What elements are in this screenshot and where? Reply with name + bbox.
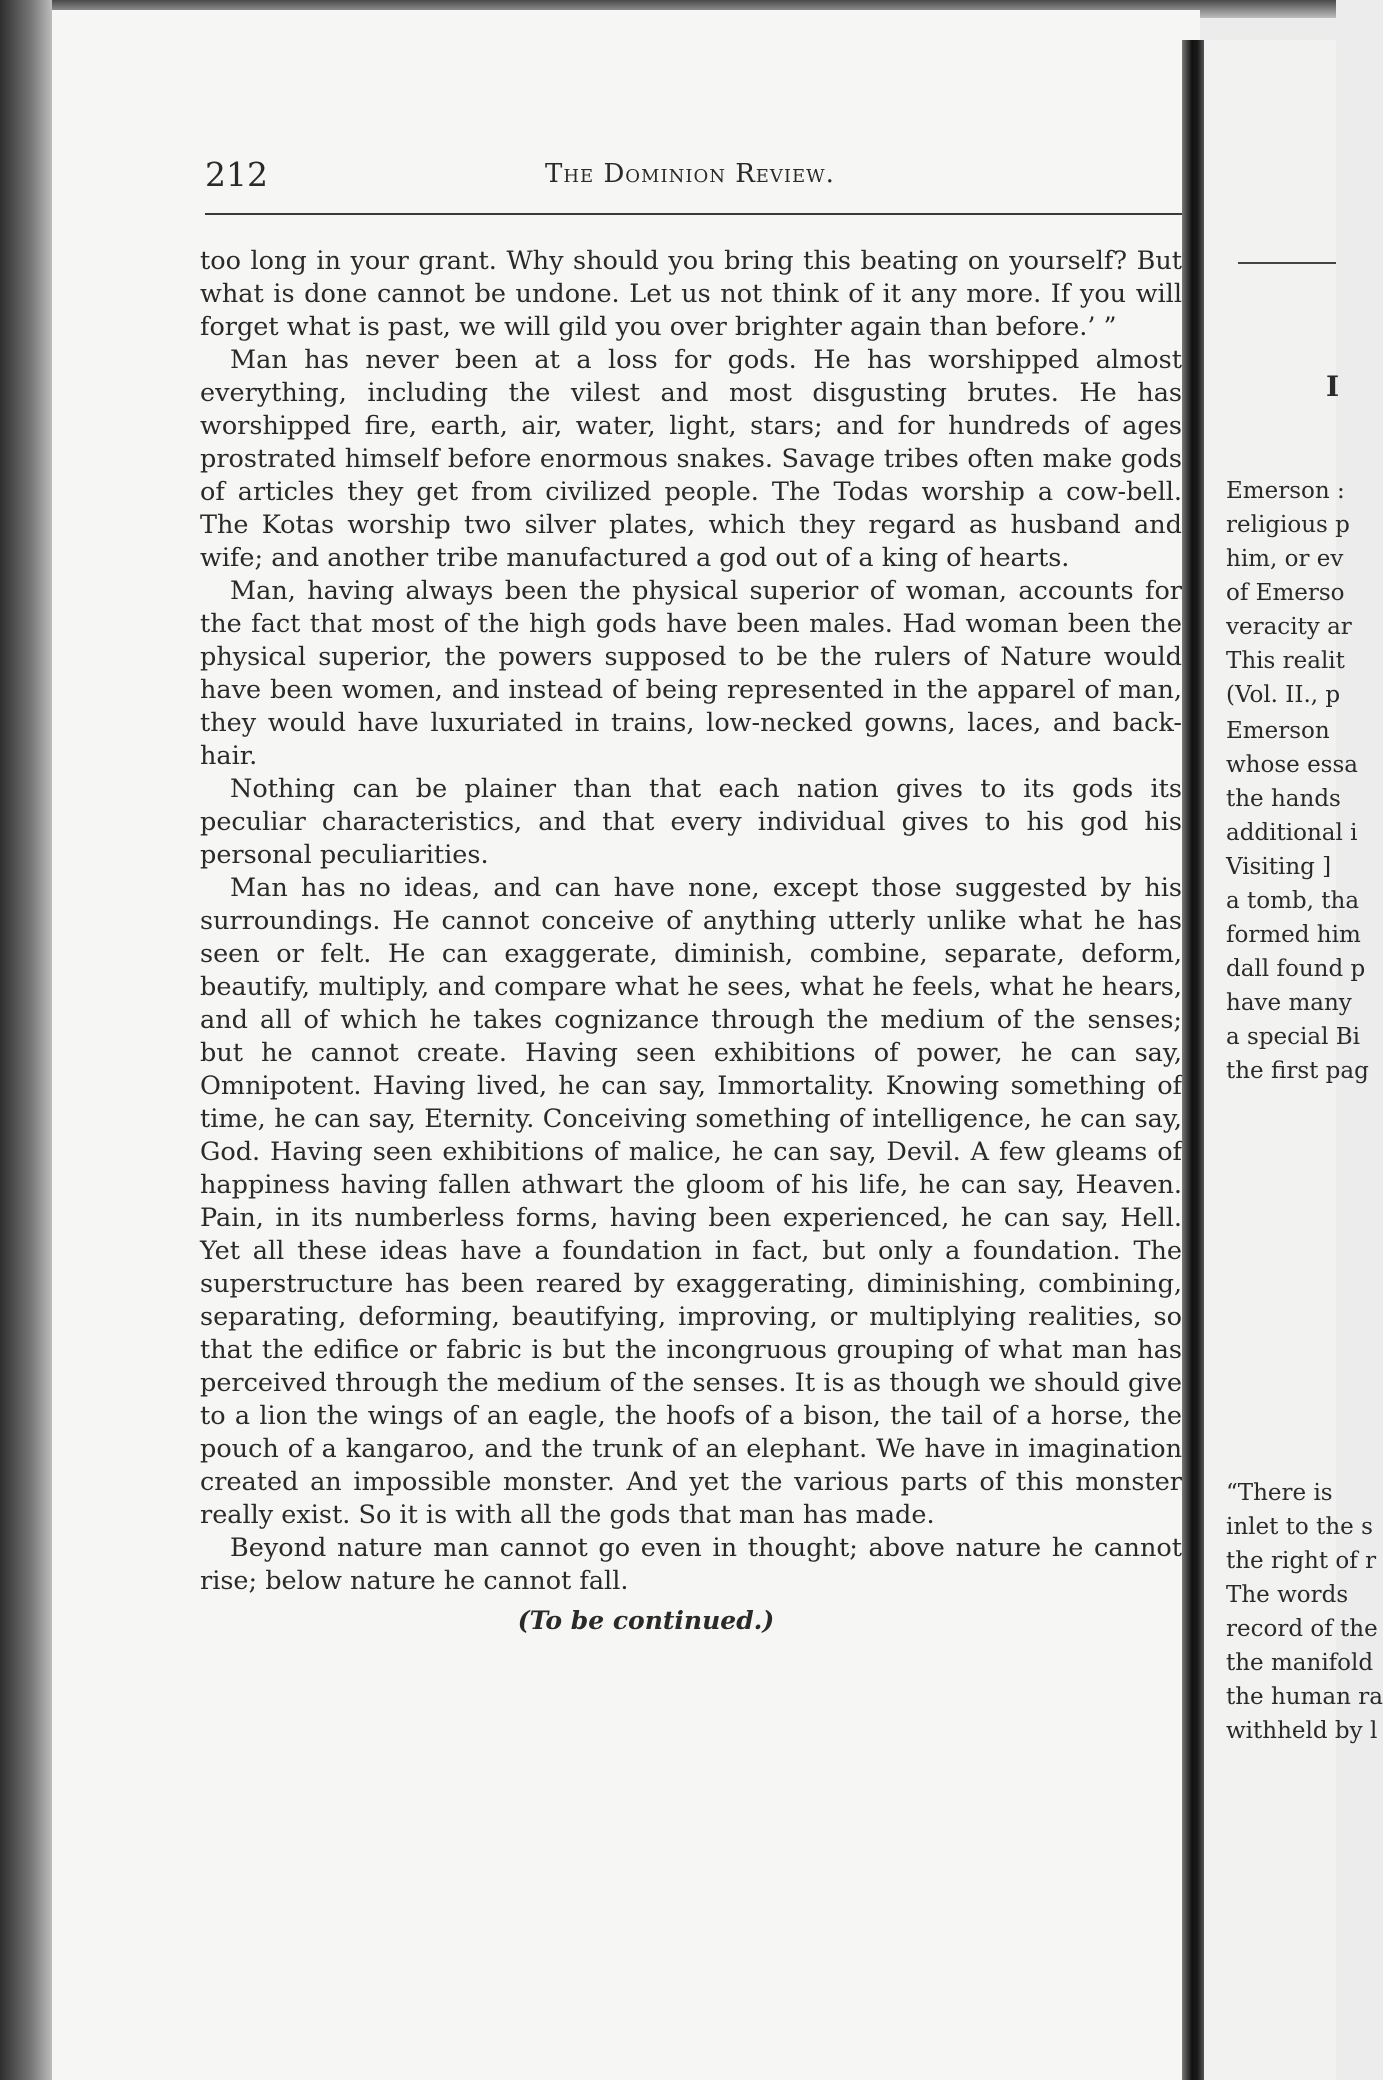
right-text-line: “There is	[1226, 1480, 1333, 1506]
page-header	[205, 155, 1155, 205]
right-text-line: whose essa	[1226, 752, 1359, 778]
article-body	[200, 245, 1182, 1637]
book-gutter	[1182, 40, 1204, 2080]
right-text-line: a special Bi	[1226, 1024, 1361, 1050]
right-text-line: the hands	[1226, 786, 1341, 812]
right-text-line: veracity ar	[1226, 614, 1352, 640]
header-rule	[205, 213, 1185, 215]
running-head: The Dominion Review.	[545, 159, 835, 189]
right-text-line: formed him	[1226, 922, 1361, 948]
paragraph: Man has never been at a loss for gods. He has worshipped almost everything, including the vilest and most disgusting brutes. He has worshipped fire, earth, air, water, light, stars; and for hundreds of ages prostrated himself before enormous snakes. Savage tribes often make gods of articles they get from civilized people. The Todas worship a cow-bell. The Kotas worship two silver plates, which they regard as husband and wife; and another tribe manufactured a god out of a king of hearts.	[200, 345, 1182, 573]
right-text-line: record of the	[1226, 1616, 1378, 1642]
right-text-line: the right of r	[1226, 1548, 1377, 1574]
right-text-line: religious p	[1226, 512, 1350, 538]
paragraph: Beyond nature man cannot go even in thought; above nature he cannot rise; below nature he cannot fall.	[200, 1533, 1182, 1596]
continued-note: (To be continued.)	[517, 1606, 775, 1635]
right-text-line: a tomb, tha	[1226, 888, 1360, 914]
right-text-line: the human ra	[1226, 1684, 1383, 1710]
page-number: 212	[205, 155, 268, 194]
right-text-line: the manifold	[1226, 1650, 1374, 1676]
paragraph: too long in your grant. Why should you bring this beating on yourself? But what is done cannot be undone. Let us not think of it any more. If you will forget what is past, we will gild you over brighter again than before.’ ”	[200, 246, 1182, 342]
right-text-line: Emerson :	[1226, 478, 1345, 504]
scan-left-edge	[0, 0, 52, 2080]
paragraph: Man, having always been the physical superior of woman, accounts for the fact that most of the high gods have been males. Had woman been the physical superior, the powers supposed to be the rulers of Nature would have been women, and instead of being represented in the apparel of man, they would have luxuriated in trains, low-necked gowns, laces, and back-hair.	[200, 576, 1182, 771]
right-text-line: withheld by l	[1226, 1718, 1378, 1744]
right-text-line: dall found p	[1226, 956, 1366, 982]
right-text-line: him, or ev	[1226, 546, 1344, 572]
right-text-line: the first pag	[1226, 1058, 1369, 1084]
right-text-line: Emerson	[1226, 718, 1330, 744]
right-text-line: of Emerso	[1226, 580, 1345, 606]
right-title-fragment: I	[1326, 370, 1340, 403]
paragraph: Nothing can be plainer than that each nation gives to its gods its peculiar characteristics, and that every individual gives to his god his personal peculiarities.	[200, 774, 1182, 870]
right-page-fragment	[1204, 40, 1383, 2080]
paragraph: Man has no ideas, and can have none, except those suggested by his surroundings. He cannot conceive of anything utterly unlike what he has seen or felt. He can exaggerate, diminish, combine, separate, deform, beautify, multiply, and compare what he sees, what he feels, what he hears, and all of which he takes cognizance through the medium of the senses; but he cannot create. Having seen exhibitions of power, he can say, Omnipotent. Having lived, he can say, Immortality. Knowing something of time, he can say, Eternity. Conceiving something of intelligence, he can say, God. Having seen exhibitions of malice, he can say, Devil. A few gleams of happiness having fallen athwart the gloom of his life, he can say, Heaven. Pain, in its numberless forms, having been experienced, he can say, Hell. Yet all these ideas have a foundation in fact, but only a foundation. The superstructure has been reared by exaggerating, diminishing, combining, separating, deforming, beautifying, improving, or multiplying realities, so that the edifice or fabric is but the incongruous grouping of what man has perceived through the medium of the senses. It is as though we should give to a lion the wings of an eagle, the hoofs of a bison, the tail of a horse, the pouch of a kangaroo, and the trunk of an elephant. We have in imagination created an impossible monster. And yet the various parts of this monster really exist. So it is with all the gods that man has made.	[200, 873, 1182, 1530]
right-text-line: The words	[1226, 1582, 1349, 1608]
right-text-line: This realit	[1226, 648, 1345, 674]
right-text-line: (Vol. II., p	[1226, 682, 1341, 708]
right-header-rule	[1238, 262, 1336, 264]
right-text-line: have many	[1226, 990, 1352, 1016]
right-text-line: additional i	[1226, 820, 1358, 846]
right-text-line: Visiting ]	[1226, 854, 1332, 880]
right-text-line: inlet to the s	[1226, 1514, 1373, 1540]
